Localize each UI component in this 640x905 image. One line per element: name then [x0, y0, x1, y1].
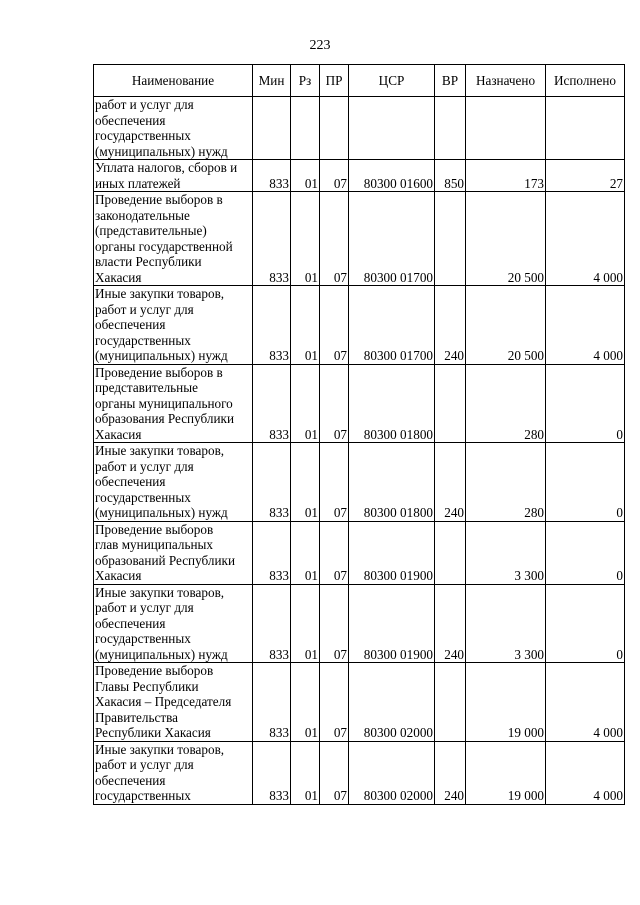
table-row [94, 584, 625, 663]
cell-vr: 240 [435, 286, 466, 365]
cell-rz: 01 [291, 584, 320, 663]
cell-rz: 01 [291, 160, 320, 192]
cell-rz [291, 97, 320, 160]
cell-executed: 0 [546, 364, 625, 443]
cell-rz: 01 [291, 521, 320, 584]
cell-csr: 80300 02000 [349, 741, 435, 804]
cell-assigned: 280 [466, 364, 546, 443]
cell-min: 833 [253, 521, 291, 584]
cell-min: 833 [253, 160, 291, 192]
cell-executed: 4 000 [546, 286, 625, 365]
cell-min: 833 [253, 192, 291, 286]
cell-csr: 80300 01700 [349, 192, 435, 286]
table-row [94, 521, 625, 584]
table-row [94, 741, 625, 804]
cell-min: 833 [253, 286, 291, 365]
cell-executed: 0 [546, 521, 625, 584]
col-header-name: Наименование [94, 65, 253, 97]
cell-csr: 80300 01800 [349, 364, 435, 443]
cell-pr: 07 [320, 160, 349, 192]
cell-min [253, 97, 291, 160]
cell-vr: 240 [435, 741, 466, 804]
cell-vr [435, 521, 466, 584]
table-row [94, 97, 625, 160]
cell-min: 833 [253, 663, 291, 742]
cell-vr [435, 364, 466, 443]
table-row [94, 286, 625, 365]
cell-min: 833 [253, 364, 291, 443]
cell-vr: 240 [435, 443, 466, 522]
col-header-csr: ЦСР [349, 65, 435, 97]
cell-assigned: 3 300 [466, 584, 546, 663]
table-row [94, 663, 625, 742]
cell-assigned: 20 500 [466, 192, 546, 286]
cell-executed: 0 [546, 443, 625, 522]
cell-csr [349, 97, 435, 160]
cell-executed: 0 [546, 584, 625, 663]
cell-min: 833 [253, 584, 291, 663]
cell-vr: 850 [435, 160, 466, 192]
cell-csr: 80300 01900 [349, 521, 435, 584]
cell-executed: 4 000 [546, 663, 625, 742]
cell-assigned: 20 500 [466, 286, 546, 365]
table-row [94, 364, 625, 443]
cell-assigned: 3 300 [466, 521, 546, 584]
cell-name: Уплата налогов, сборов и иных платежей [94, 160, 253, 192]
cell-min: 833 [253, 741, 291, 804]
cell-name: Проведение выборов глав муниципальных образований Республики Хакасия [94, 521, 253, 584]
col-header-min: Мин [253, 65, 291, 97]
table-body [94, 97, 625, 805]
cell-assigned: 280 [466, 443, 546, 522]
cell-pr: 07 [320, 741, 349, 804]
cell-csr: 80300 01900 [349, 584, 435, 663]
table-row [94, 443, 625, 522]
cell-pr: 07 [320, 521, 349, 584]
cell-pr: 07 [320, 663, 349, 742]
cell-rz: 01 [291, 443, 320, 522]
cell-executed: 4 000 [546, 741, 625, 804]
page-number: 223 [309, 38, 331, 53]
cell-assigned: 173 [466, 160, 546, 192]
cell-rz: 01 [291, 663, 320, 742]
cell-vr [435, 663, 466, 742]
cell-csr: 80300 01600 [349, 160, 435, 192]
cell-vr: 240 [435, 584, 466, 663]
cell-name: Иные закупки товаров, работ и услуг для обеспечения государственных (муниципальных) нужд [94, 584, 253, 663]
cell-csr: 80300 02000 [349, 663, 435, 742]
cell-name: Проведение выборов в представительные органы муниципального образования Республики Хакасия [94, 364, 253, 443]
cell-name: работ и услуг для обеспечения государственных (муниципальных) нужд [94, 97, 253, 160]
cell-pr: 07 [320, 192, 349, 286]
cell-assigned: 19 000 [466, 663, 546, 742]
cell-csr: 80300 01700 [349, 286, 435, 365]
cell-name: Иные закупки товаров, работ и услуг для обеспечения государственных [94, 741, 253, 804]
col-header-pr: ПР [320, 65, 349, 97]
cell-pr: 07 [320, 584, 349, 663]
cell-rz: 01 [291, 286, 320, 365]
cell-name: Проведение выборов в законодательные (представительные) органы государственной власти Республики Хакасия [94, 192, 253, 286]
cell-executed [546, 97, 625, 160]
col-header-executed: Исполнено [546, 65, 625, 97]
col-header-assigned: Назначено [466, 65, 546, 97]
cell-pr: 07 [320, 286, 349, 365]
table-row [94, 160, 625, 192]
cell-assigned: 19 000 [466, 741, 546, 804]
cell-name: Иные закупки товаров, работ и услуг для обеспечения государственных (муниципальных) нужд [94, 286, 253, 365]
cell-assigned [466, 97, 546, 160]
cell-min: 833 [253, 443, 291, 522]
cell-rz: 01 [291, 364, 320, 443]
col-header-vr: ВР [435, 65, 466, 97]
budget-table [93, 64, 625, 805]
cell-name: Проведение выборов Главы Республики Хакасия – Председателя Правительства Республики Хакасия [94, 663, 253, 742]
table-row [94, 192, 625, 286]
cell-name: Иные закупки товаров, работ и услуг для обеспечения государственных (муниципальных) нужд [94, 443, 253, 522]
cell-pr: 07 [320, 443, 349, 522]
cell-executed: 27 [546, 160, 625, 192]
cell-rz: 01 [291, 741, 320, 804]
cell-executed: 4 000 [546, 192, 625, 286]
cell-pr: 07 [320, 364, 349, 443]
header-row [94, 65, 625, 97]
col-header-rz: Рз [291, 65, 320, 97]
cell-csr: 80300 01800 [349, 443, 435, 522]
cell-vr [435, 192, 466, 286]
cell-pr [320, 97, 349, 160]
cell-rz: 01 [291, 192, 320, 286]
cell-vr [435, 97, 466, 160]
